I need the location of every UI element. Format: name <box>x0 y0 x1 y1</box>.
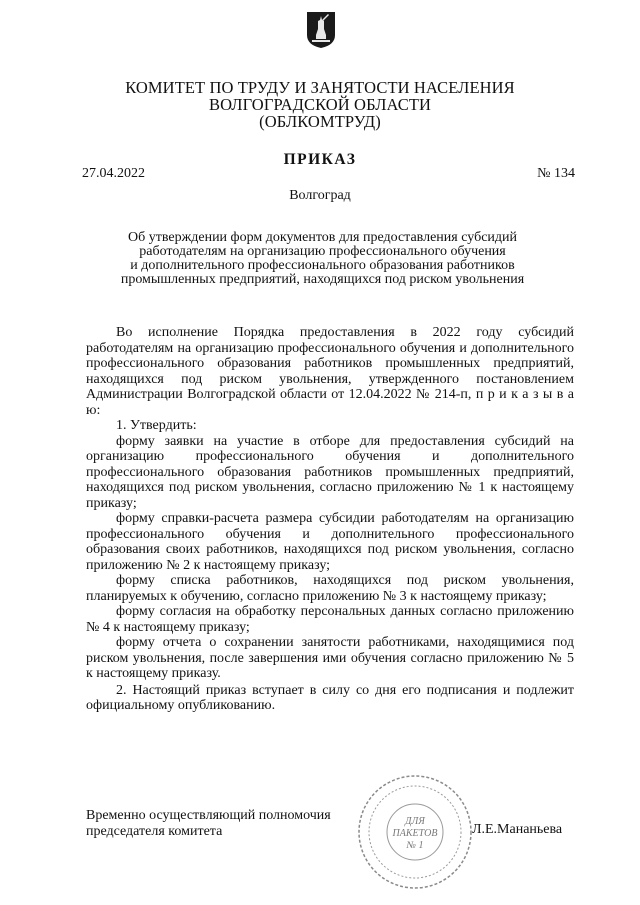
document-city: Волгоград <box>289 188 351 203</box>
form-3-paragraph: форму списка работников, находящихся под риском увольнения, планируемых к обучению, согласно приложению № 3 к настоящему приказу; <box>86 573 574 604</box>
item-2-paragraph: 2. Настоящий приказ вступает в силу со дня его подписания и подлежит официальному опубликованию. <box>86 682 574 713</box>
preamble-paragraph: Во исполнение Порядка предоставления в 2022 году субсидий работодателям на организацию профессионального обучения и дополнительного профессионального образования работников промышленных предприятий, находящихся под риском увольнения, утвержденного постановлением Администрации Волгоградской области от 12.04.2022 № 214-п, п р и к а з ы в а ю: <box>86 325 574 418</box>
document-type: ПРИКАЗ <box>283 151 357 168</box>
form-5-paragraph: форму отчета о сохранении занятости работниками, находящимися под риском увольнения, после завершения ими обучения согласно приложению № 5 к настоящему приказу. <box>86 635 574 681</box>
org-line-2: ВОЛГОГРАДСКОЙ ОБЛАСТИ <box>208 95 432 114</box>
form-1-paragraph: форму заявки на участие в отборе для предоставления субсидий на организацию профессионального обучения и дополнительного профессионального образования работников промышленных предприятий, находящихся под риском увольнения, согласно приложению № 1 к настоящему приказу; <box>86 433 574 511</box>
document-body <box>86 325 574 714</box>
signer-name: Л.Е.Мананьева <box>472 822 563 837</box>
subject-line-1: Об утверждении форм документов для предоставления субсидий <box>127 230 518 245</box>
stamp-text-3: № 1 <box>406 840 424 851</box>
document-number: № 134 <box>537 166 575 181</box>
stamp-text-2: ПАКЕТОВ <box>392 828 438 839</box>
stamp-text-1: ДЛЯ <box>405 816 425 827</box>
document-subject <box>70 231 575 287</box>
subject-line-2: работодателям на организацию профессионального обучения <box>139 244 506 259</box>
official-stamp <box>355 772 475 892</box>
document-date: 27.04.2022 <box>82 166 145 181</box>
signer-title-line-1: Временно осуществляющий полномочия <box>86 808 331 823</box>
signer-title <box>86 808 331 839</box>
signer-title-line-2: председателя комитета <box>86 823 223 839</box>
form-2-paragraph: форму справки-расчета размера субсидии работодателям на организацию профессионального обучения и дополнительного профессионального образования своих работников, находящихся под риском увольнения, согласно приложению № 2 к настоящему приказу; <box>86 511 574 573</box>
coat-of-arms-icon <box>306 11 336 49</box>
org-line-1: КОМИТЕТ ПО ТРУДУ И ЗАНЯТОСТИ НАСЕЛЕНИЯ <box>125 78 515 97</box>
org-line-3: (ОБЛКОМТРУД) <box>259 112 381 131</box>
item-1-paragraph: 1. Утвердить: <box>116 418 197 433</box>
subject-line-4: промышленных предприятий, находящихся под риском увольнения <box>120 272 525 287</box>
organization-name <box>0 79 640 130</box>
subject-line-3: и дополнительного профессионального образования работников <box>130 258 515 273</box>
form-4-paragraph: форму согласия на обработку персональных данных согласно приложению № 4 к настоящему приказу; <box>86 604 574 635</box>
